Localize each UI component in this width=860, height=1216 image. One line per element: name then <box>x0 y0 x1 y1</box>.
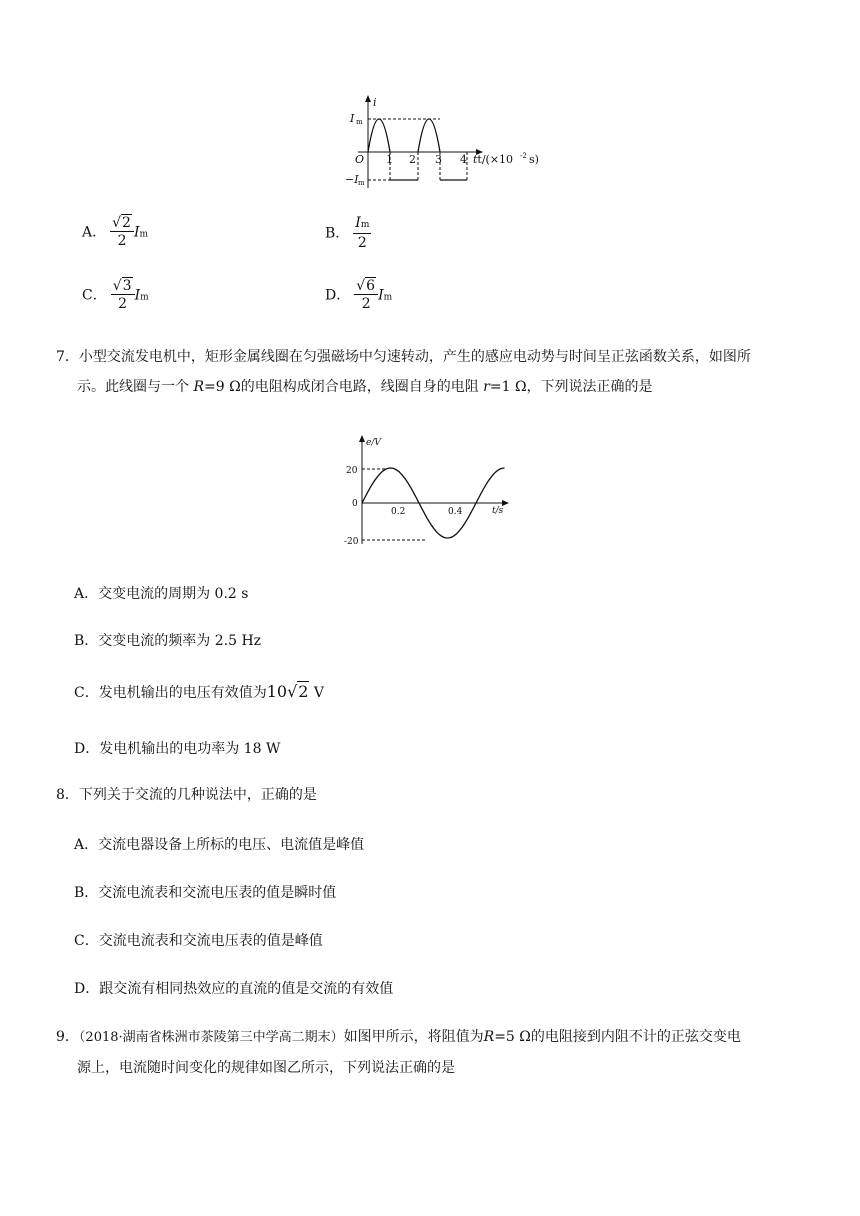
y-tick-neg20: -20 <box>344 537 359 547</box>
x-axis-exp: -2 <box>520 152 527 160</box>
current-time-graph <box>340 92 560 196</box>
x-tick-0.2: 0.2 <box>391 507 406 517</box>
y-tick-0: 0 <box>352 499 358 509</box>
im-label: I <box>350 112 355 125</box>
q7-option-b[interactable]: B．交变电流的频率为 2.5 Hz <box>74 633 262 649</box>
q6-option-c[interactable]: C． $\frac{√3}{2}$ Im <box>82 278 149 312</box>
y-axis-arrow <box>365 95 371 102</box>
question-8-stem: 8．下列关于交流的几种说法中，正确的是 <box>56 787 317 803</box>
q7-option-c[interactable]: C．发电机输出的电压有效值为10√2 V <box>74 682 325 701</box>
y-axis-arrow <box>359 435 365 442</box>
q6-option-d[interactable]: D． $\frac{√6}{2}$ Im <box>325 278 393 312</box>
question-9-stem: 9．（2018·湖南省株洲市茶陵第三中学高二期末）如图甲所示，将阻值为R=5 Ω的电阻接到内阻不计的正弦交变电 源上，电流随时间变化的规律如图乙所示，下列说法正确的是 <box>56 1029 741 1076</box>
tick-1: 1 <box>386 153 393 166</box>
q6-option-a[interactable]: A． $\frac{√2}{2}$ Im <box>82 215 149 249</box>
origin-label: O <box>355 153 365 166</box>
x-axis-label: t/s <box>492 506 504 516</box>
tick-4: 4 <box>460 153 467 166</box>
q6-option-b[interactable]: B． $\frac{Im}{2}$ <box>325 215 370 251</box>
tick-3: 3 <box>435 153 442 166</box>
q8-option-b[interactable]: B．交流电流表和交流电压表的值是瞬时值 <box>74 885 337 901</box>
im-sub: m <box>356 118 363 126</box>
neg-im-label: −I <box>345 173 359 186</box>
x-axis-unit: s) <box>529 153 539 166</box>
x-tick-0.4: 0.4 <box>448 507 463 517</box>
y-tick-20: 20 <box>346 466 358 476</box>
emf-time-graph <box>340 432 515 550</box>
arch-1 <box>368 119 390 152</box>
q8-option-d[interactable]: D．跟交流有相同热效应的直流的值是交流的有效值 <box>74 981 394 997</box>
question-7-stem: 7．小型交流发电机中，矩形金属线圈在匀强磁场中匀速转动，产生的感应电动势与时间呈正弦函数关系，如图所 示。此线圈与一个 R=9 Ω的电阻构成闭合电路，线圈自身的电阻 r=1 Ω，下列说法正确的是 <box>56 349 751 395</box>
q7-option-d[interactable]: D．发电机输出的电功率为 18 W <box>74 741 281 757</box>
x-axis-label: tt/(×10 <box>473 153 514 166</box>
q8-option-c[interactable]: C．交流电流表和交流电压表的值是峰值 <box>74 933 323 949</box>
q8-option-a[interactable]: A．交流电器设备上所标的电压、电流值是峰值 <box>74 837 365 853</box>
y-axis-label: e/V <box>366 438 381 448</box>
arch-2 <box>418 119 440 152</box>
neg-im-sub: m <box>358 179 365 187</box>
tick-2: 2 <box>409 153 416 166</box>
y-axis-label: i <box>373 96 377 109</box>
q7-option-a[interactable]: A．交变电流的周期为 0.2 s <box>74 586 249 602</box>
